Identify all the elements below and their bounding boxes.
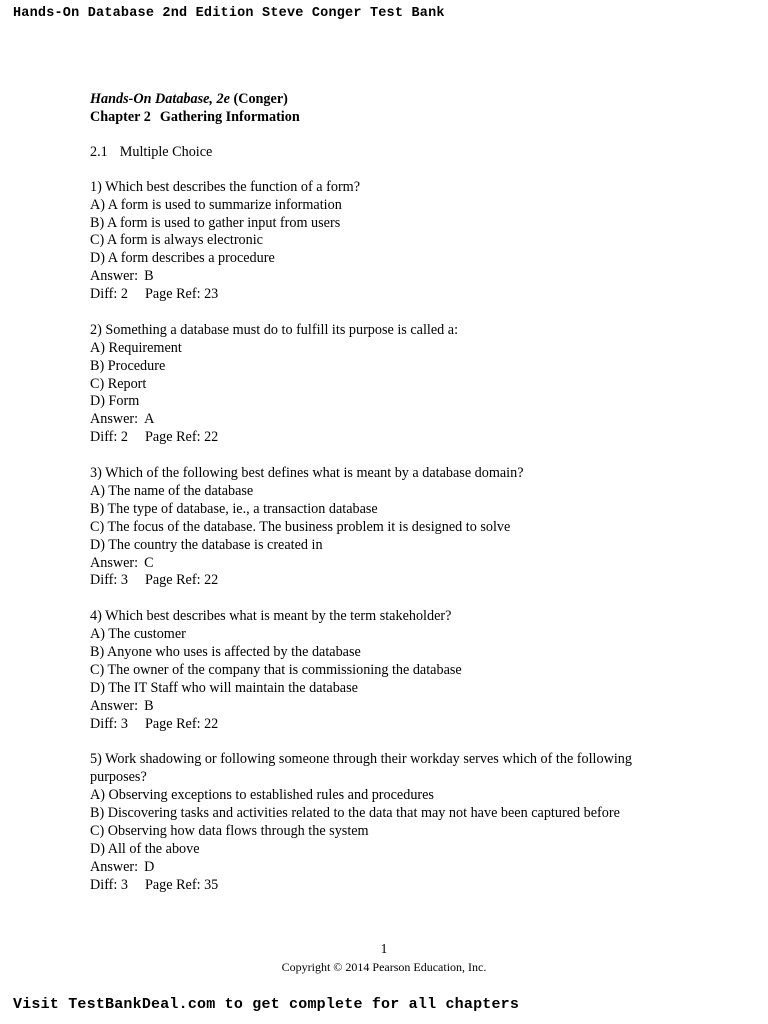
- answer-value: A: [144, 411, 155, 428]
- meta-line: [90, 286, 710, 304]
- answer-option: B) A form is used to gather input from users: [90, 214, 341, 231]
- section-number: 2.1: [90, 143, 108, 160]
- answer-line: [90, 411, 710, 429]
- question-text: 5) Work shadowing or following someone through their workday serves which of the following purposes?: [90, 751, 632, 786]
- answer-value: D: [144, 858, 155, 875]
- answer-line: [90, 555, 710, 573]
- question-item: [90, 751, 710, 894]
- answer-value: B: [144, 697, 154, 714]
- answer-option: C) The focus of the database. The business problem it is designed to solve: [90, 518, 511, 535]
- question-item: [90, 322, 710, 447]
- question-text: 2) Something a database must do to fulfill its purpose is called a:: [90, 321, 459, 338]
- answer-option: C) Observing how data flows through the system: [90, 822, 369, 839]
- section-heading: [90, 144, 710, 162]
- book-heading: [90, 91, 710, 109]
- answer-option: D) Form: [90, 393, 140, 410]
- question-list: [90, 179, 710, 895]
- meta-line: [90, 572, 710, 590]
- answer-option: B) Procedure: [90, 357, 166, 374]
- answer-option: D) The country the database is created in: [90, 536, 323, 553]
- answer-option: C) The owner of the company that is commissioning the database: [90, 661, 462, 678]
- answer-option: C) A form is always electronic: [90, 232, 263, 249]
- chapter-heading: [90, 109, 710, 127]
- bottom-banner: Visit TestBankDeal.com to get complete for all chapters: [13, 996, 520, 1013]
- answer-option: D) The IT Staff who will maintain the database: [90, 679, 358, 696]
- answer-option: A) A form is used to summarize information: [90, 196, 342, 213]
- top-banner: Hands-On Database 2nd Edition Steve Conger Test Bank: [13, 6, 445, 21]
- question-item: [90, 465, 710, 590]
- answer-option: A) Observing exceptions to established rules and procedures: [90, 787, 434, 804]
- difficulty: Diff: 3: [90, 715, 128, 732]
- answer-line: [90, 698, 710, 716]
- chapter-label: Chapter 2: [90, 108, 151, 125]
- question-text: 3) Which of the following best defines what is meant by a database domain?: [90, 465, 524, 481]
- question-text: 1) Which best describes the function of a form?: [90, 178, 360, 195]
- answer-label: Answer:: [90, 268, 139, 285]
- book-author: (Conger): [233, 91, 288, 107]
- answer-option: B) Discovering tasks and activities related to the data that may not have been captured before: [90, 805, 620, 821]
- answer-value: C: [144, 554, 154, 571]
- answer-option: C) Report: [90, 375, 147, 392]
- answer-value: B: [144, 268, 154, 285]
- document-body: [90, 91, 710, 912]
- answer-option: A) The name of the database: [90, 482, 254, 499]
- page-ref: Page Ref: 35: [144, 876, 219, 893]
- meta-line: [90, 429, 710, 447]
- answer-line: [90, 268, 710, 286]
- meta-line: [90, 716, 710, 734]
- answer-option: A) The customer: [90, 626, 186, 643]
- page-ref: Page Ref: 23: [144, 286, 219, 303]
- difficulty: Diff: 3: [90, 876, 128, 893]
- page-footer: [0, 940, 768, 976]
- page-ref: Page Ref: 22: [144, 715, 219, 732]
- meta-line: [90, 877, 710, 895]
- question-item: [90, 608, 710, 733]
- page-number: 1: [380, 941, 388, 956]
- answer-option: D) A form describes a procedure: [90, 250, 275, 267]
- answer-label: Answer:: [90, 411, 139, 428]
- answer-option: B) Anyone who uses is affected by the database: [90, 643, 361, 660]
- question-item: [90, 179, 710, 304]
- chapter-title: Gathering Information: [159, 108, 300, 125]
- difficulty: Diff: 3: [90, 572, 128, 589]
- section-title: Multiple Choice: [119, 143, 213, 160]
- answer-option: D) All of the above: [90, 840, 200, 857]
- answer-label: Answer:: [90, 697, 139, 714]
- page-ref: Page Ref: 22: [144, 429, 219, 446]
- answer-line: [90, 859, 710, 877]
- difficulty: Diff: 2: [90, 286, 128, 303]
- answer-option: A) Requirement: [90, 339, 182, 356]
- copyright-notice: Copyright © 2014 Pearson Education, Inc.: [281, 960, 487, 974]
- question-text: 4) Which best describes what is meant by the term stakeholder?: [90, 608, 452, 625]
- difficulty: Diff: 2: [90, 429, 128, 446]
- answer-label: Answer:: [90, 554, 139, 571]
- page-ref: Page Ref: 22: [144, 572, 219, 589]
- book-title: Hands-On Database, 2e: [90, 91, 230, 107]
- answer-label: Answer:: [90, 858, 139, 875]
- answer-option: B) The type of database, ie., a transaction database: [90, 500, 378, 517]
